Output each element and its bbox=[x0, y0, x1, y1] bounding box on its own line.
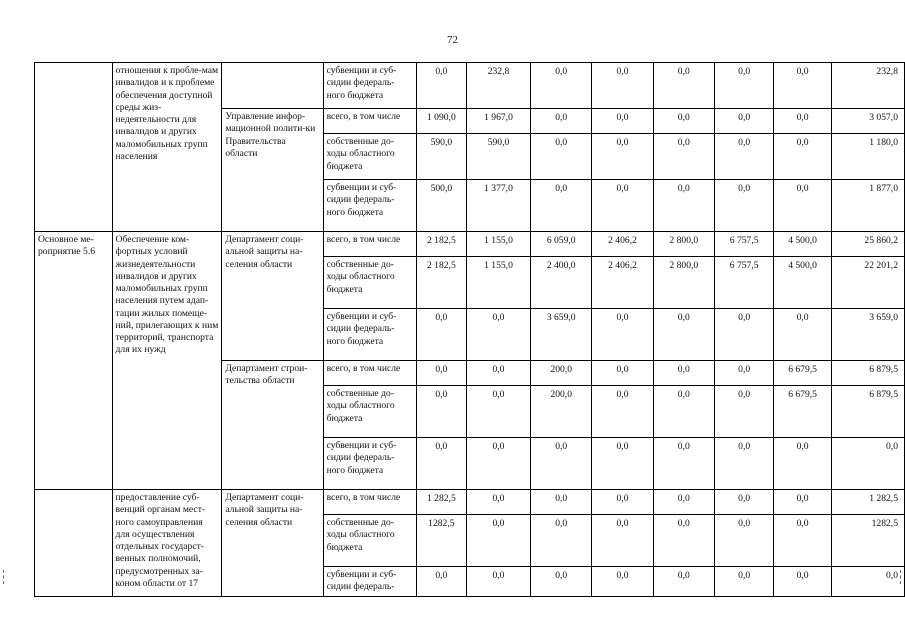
measure-name-cell: отношения к пробле-мам инвалидов и к проблеме обеспечения доступной среды жиз-недеятельности для инвалидов и других маломобильных групп населения bbox=[112, 63, 222, 232]
total-value-cell: 1 877,0 bbox=[831, 180, 904, 232]
value-cell: 0,0 bbox=[466, 490, 530, 515]
value-cell: 4 500,0 bbox=[774, 257, 831, 309]
total-value-cell: 3 659,0 bbox=[831, 309, 904, 361]
value-cell: 0,0 bbox=[714, 309, 773, 361]
value-cell: 3 659,0 bbox=[531, 309, 592, 361]
measure-cell bbox=[35, 490, 113, 597]
value-cell: 0,0 bbox=[531, 63, 592, 109]
value-cell: 0,0 bbox=[592, 180, 653, 232]
value-cell: 232,8 bbox=[466, 63, 530, 109]
value-cell: 0,0 bbox=[774, 309, 831, 361]
value-cell: 0,0 bbox=[714, 134, 773, 180]
measure-cell: Основное ме-роприятие 5.6 bbox=[35, 232, 113, 490]
value-cell: 0,0 bbox=[416, 386, 466, 438]
measure-name-cell: предоставление суб-венций органам мест-ного самоуправления для осуществления отдельных государст-венных полномочий, предусмотренных за-коном области от 17 bbox=[112, 490, 222, 597]
value-cell: 0,0 bbox=[592, 109, 653, 134]
funding-source-cell: собственные до-ходы областного бюджета bbox=[323, 515, 416, 567]
edge-mark-left bbox=[3, 570, 5, 584]
value-cell: 1282,5 bbox=[416, 515, 466, 567]
total-value-cell: 1282,5 bbox=[831, 515, 904, 567]
value-cell: 0,0 bbox=[653, 567, 714, 597]
value-cell: 0,0 bbox=[531, 515, 592, 567]
value-cell: 0,0 bbox=[466, 567, 530, 597]
executor-cell bbox=[222, 63, 323, 109]
total-value-cell: 1 180,0 bbox=[831, 134, 904, 180]
value-cell: 0,0 bbox=[531, 490, 592, 515]
table-row bbox=[35, 232, 905, 257]
value-cell: 0,0 bbox=[416, 309, 466, 361]
value-cell: 1 377,0 bbox=[466, 180, 530, 232]
value-cell: 0,0 bbox=[653, 309, 714, 361]
funding-source-cell: всего, в том числе bbox=[323, 490, 416, 515]
total-value-cell: 0,0 bbox=[831, 438, 904, 490]
total-value-cell: 232,8 bbox=[831, 63, 904, 109]
value-cell: 0,0 bbox=[653, 386, 714, 438]
value-cell: 1 967,0 bbox=[466, 109, 530, 134]
value-cell: 200,0 bbox=[531, 361, 592, 386]
value-cell: 0,0 bbox=[714, 515, 773, 567]
executor-cell: Управление инфор-мационной полити-ки Правительства области bbox=[222, 109, 323, 232]
value-cell: 0,0 bbox=[774, 180, 831, 232]
value-cell: 4 500,0 bbox=[774, 232, 831, 257]
value-cell: 0,0 bbox=[592, 134, 653, 180]
value-cell: 2 182,5 bbox=[416, 232, 466, 257]
value-cell: 0,0 bbox=[653, 361, 714, 386]
value-cell: 0,0 bbox=[592, 490, 653, 515]
budget-table bbox=[34, 62, 905, 597]
value-cell: 0,0 bbox=[416, 567, 466, 597]
funding-source-cell: всего, в том числе bbox=[323, 361, 416, 386]
total-value-cell: 3 057,0 bbox=[831, 109, 904, 134]
value-cell: 0,0 bbox=[774, 109, 831, 134]
value-cell: 0,0 bbox=[714, 438, 773, 490]
funding-source-cell: всего, в том числе bbox=[323, 109, 416, 134]
value-cell: 0,0 bbox=[653, 63, 714, 109]
table-row bbox=[35, 63, 905, 109]
value-cell: 0,0 bbox=[531, 567, 592, 597]
total-value-cell: 25 860,2 bbox=[831, 232, 904, 257]
value-cell: 0,0 bbox=[653, 438, 714, 490]
executor-cell: Департамент соци-альной защиты на-селения области bbox=[222, 490, 323, 597]
value-cell: 2 400,0 bbox=[531, 257, 592, 309]
value-cell: 0,0 bbox=[714, 567, 773, 597]
value-cell: 6 757,5 bbox=[714, 257, 773, 309]
value-cell: 0,0 bbox=[774, 490, 831, 515]
executor-cell: Департамент строи-тельства области bbox=[222, 361, 323, 490]
value-cell: 0,0 bbox=[592, 63, 653, 109]
value-cell: 6 757,5 bbox=[714, 232, 773, 257]
funding-source-cell: собственные до-ходы областного бюджета bbox=[323, 386, 416, 438]
value-cell: 0,0 bbox=[774, 567, 831, 597]
value-cell: 0,0 bbox=[592, 438, 653, 490]
value-cell: 0,0 bbox=[774, 134, 831, 180]
value-cell: 0,0 bbox=[466, 515, 530, 567]
value-cell: 0,0 bbox=[714, 180, 773, 232]
value-cell: 0,0 bbox=[774, 438, 831, 490]
value-cell: 1 155,0 bbox=[466, 257, 530, 309]
value-cell: 0,0 bbox=[774, 63, 831, 109]
page-number: 72 bbox=[447, 34, 458, 46]
value-cell: 0,0 bbox=[714, 490, 773, 515]
value-cell: 6 679,5 bbox=[774, 361, 831, 386]
value-cell: 1 155,0 bbox=[466, 232, 530, 257]
value-cell: 2 800,0 bbox=[653, 257, 714, 309]
value-cell: 0,0 bbox=[714, 109, 773, 134]
value-cell: 0,0 bbox=[653, 490, 714, 515]
funding-source-cell: субвенции и суб-сидии федераль-ного бюджета bbox=[323, 309, 416, 361]
value-cell: 0,0 bbox=[714, 386, 773, 438]
value-cell: 0,0 bbox=[714, 361, 773, 386]
funding-source-cell: субвенции и суб-сидии федераль-ного бюджета bbox=[323, 180, 416, 232]
value-cell: 0,0 bbox=[653, 180, 714, 232]
value-cell: 590,0 bbox=[466, 134, 530, 180]
value-cell: 6 059,0 bbox=[531, 232, 592, 257]
value-cell: 0,0 bbox=[466, 386, 530, 438]
value-cell: 0,0 bbox=[653, 109, 714, 134]
funding-source-cell: субвенции и суб-сидии федераль- bbox=[323, 567, 416, 597]
value-cell: 0,0 bbox=[592, 515, 653, 567]
total-value-cell: 6 879,5 bbox=[831, 361, 904, 386]
value-cell: 0,0 bbox=[653, 515, 714, 567]
value-cell: 0,0 bbox=[531, 109, 592, 134]
value-cell: 0,0 bbox=[592, 309, 653, 361]
value-cell: 0,0 bbox=[531, 180, 592, 232]
value-cell: 0,0 bbox=[653, 134, 714, 180]
edge-mark-right bbox=[900, 570, 902, 584]
funding-source-cell: субвенции и суб-сидии федераль-ного бюджета bbox=[323, 63, 416, 109]
measure-cell bbox=[35, 63, 113, 232]
value-cell: 2 182,5 bbox=[416, 257, 466, 309]
funding-source-cell: собственные до-ходы областного бюджета bbox=[323, 257, 416, 309]
value-cell: 0,0 bbox=[531, 134, 592, 180]
value-cell: 0,0 bbox=[531, 438, 592, 490]
value-cell: 2 406,2 bbox=[592, 257, 653, 309]
value-cell: 0,0 bbox=[592, 386, 653, 438]
value-cell: 500,0 bbox=[416, 180, 466, 232]
value-cell: 2 406,2 bbox=[592, 232, 653, 257]
total-value-cell: 6 879,5 bbox=[831, 386, 904, 438]
value-cell: 0,0 bbox=[466, 309, 530, 361]
table-row bbox=[35, 490, 905, 515]
value-cell: 200,0 bbox=[531, 386, 592, 438]
executor-cell: Департамент соци-альной защиты на-селения области bbox=[222, 232, 323, 361]
total-value-cell: 0,0 bbox=[831, 567, 904, 597]
total-value-cell: 1 282,5 bbox=[831, 490, 904, 515]
funding-source-cell: собственные до-ходы областного бюджета bbox=[323, 134, 416, 180]
funding-source-cell: всего, в том числе bbox=[323, 232, 416, 257]
value-cell: 0,0 bbox=[466, 438, 530, 490]
value-cell: 0,0 bbox=[592, 361, 653, 386]
total-value-cell: 22 201,2 bbox=[831, 257, 904, 309]
value-cell: 590,0 bbox=[416, 134, 466, 180]
value-cell: 0,0 bbox=[774, 515, 831, 567]
value-cell: 6 679,5 bbox=[774, 386, 831, 438]
value-cell: 1 090,0 bbox=[416, 109, 466, 134]
value-cell: 2 800,0 bbox=[653, 232, 714, 257]
value-cell: 0,0 bbox=[714, 63, 773, 109]
value-cell: 0,0 bbox=[416, 438, 466, 490]
funding-source-cell: субвенции и суб-сидии федераль-ного бюджета bbox=[323, 438, 416, 490]
value-cell: 0,0 bbox=[416, 63, 466, 109]
measure-name-cell: Обеспечение ком-фортных условий жизнедеятельности инвалидов и других маломобильных групп населения путем адап-тации жилых помеще-ний, прилегающих к ним территорий, транспорта для их нужд bbox=[112, 232, 222, 490]
value-cell: 0,0 bbox=[592, 567, 653, 597]
value-cell: 1 282,5 bbox=[416, 490, 466, 515]
value-cell: 0,0 bbox=[416, 361, 466, 386]
value-cell: 0,0 bbox=[466, 361, 530, 386]
